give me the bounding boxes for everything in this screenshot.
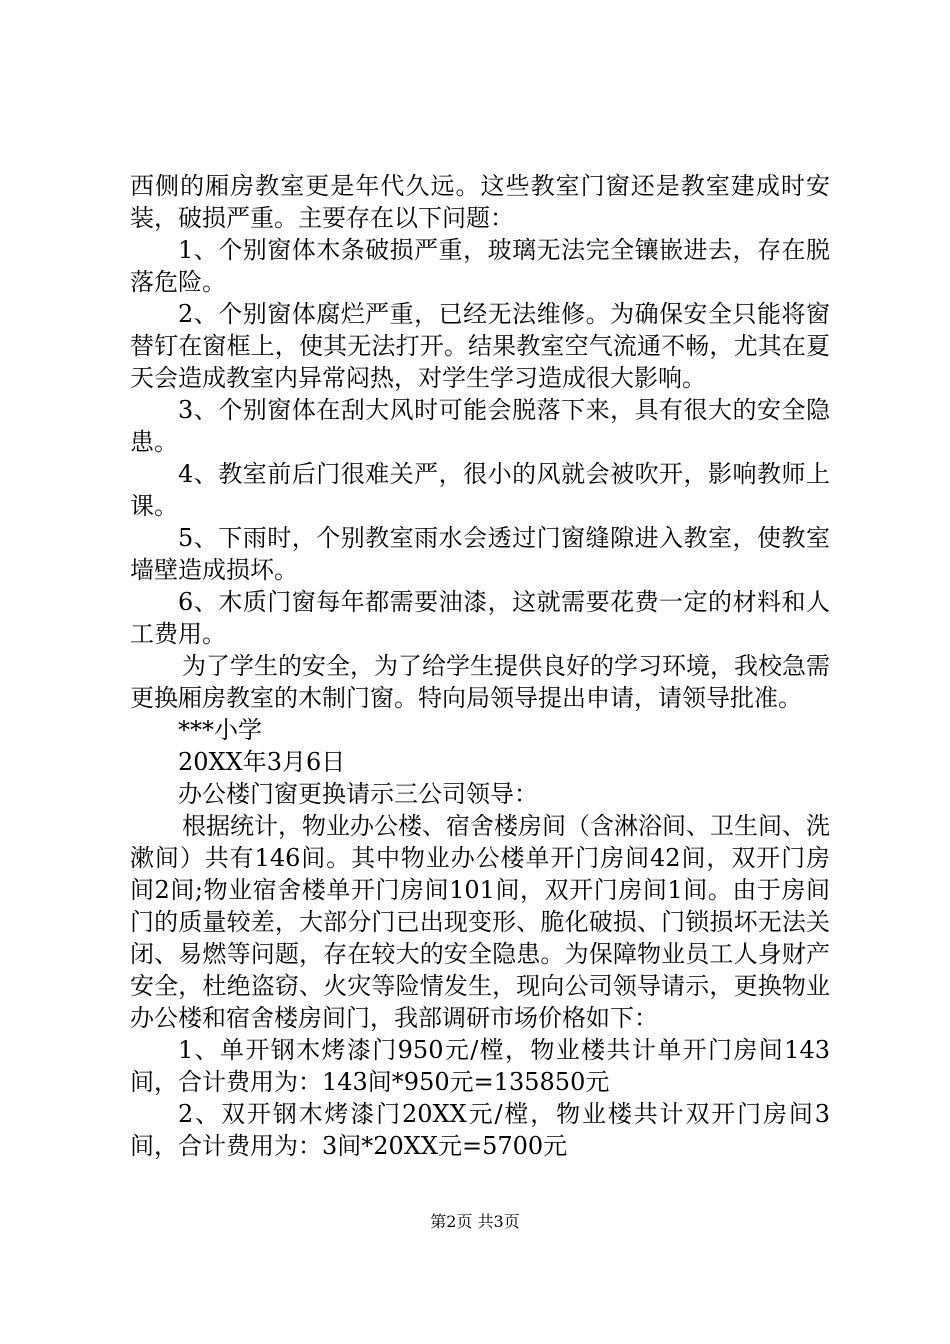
issue-item-4: 4、教室前后门很难关严，很小的风就会被吹开，影响教师上课。 (130, 460, 830, 520)
issue-item-5: 5、下雨时，个别教室雨水会透过门窗缝隙进入教室，使教室墙壁造成损坏。 (130, 524, 830, 584)
signature-date: 20XX年3月6日 (178, 748, 346, 776)
price-item-1: 1、单开钢木烤漆门950元/樘，物业楼共计单开门房间143间，合计费用为：143间*950元=135850元 (130, 1036, 830, 1096)
paragraph: 西侧的厢房教室更是年代久远。这些教室门窗还是教室建成时安装，破损严重。主要存在以下问题： (130, 172, 830, 232)
second-request-title: 办公楼门窗更换请示三公司领导： (178, 780, 538, 808)
page-number-footer: 第2页 共3页 (430, 1212, 520, 1231)
request-paragraph: 为了学生的安全，为了给学生提供良好的学习环境，我校急需更换厢房教室的木制门窗。特向局领导提出申请，请领导批准。 (130, 652, 830, 712)
statistics-paragraph: 根据统计，物业办公楼、宿舍楼房间（含淋浴间、卫生间、洗漱间）共有146间。其中物业办公楼单开门房间42间，双开门房间2间;物业宿舍楼单开门房间101间，双开门房间1间。由于房间门的质量较差，大部分门已出现变形、脆化破损、门锁损坏无法关闭、易燃等问题，存在较大的安全隐患。为保障物业员工人身财产安全，杜绝盗窃、火灾等险情发生，现向公司领导请示，更换物业办公楼和宿舍楼房间门，我部调研市场价格如下： (130, 812, 830, 1032)
document-body (130, 170, 830, 1162)
issue-item-6: 6、木质门窗每年都需要油漆，这就需要花费一定的材料和人工费用。 (130, 588, 830, 648)
issue-item-2: 2、个别窗体腐烂严重，已经无法维修。为确保安全只能将窗替钉在窗框上，使其无法打开。结果教室空气流通不畅，尤其在夏天会造成教室内异常闷热，对学生学习造成很大影响。 (130, 300, 830, 392)
issue-item-3: 3、个别窗体在刮大风时可能会脱落下来，具有很大的安全隐患。 (130, 396, 830, 456)
issue-item-1: 1、个别窗体木条破损严重，玻璃无法完全镶嵌进去，存在脱落危险。 (130, 236, 830, 296)
price-item-2: 2、双开钢木烤漆门20XX元/樘，物业楼共计双开门房间3间，合计费用为：3间*20XX元=5700元 (130, 1100, 830, 1160)
signature-school: ***小学 (178, 716, 262, 744)
